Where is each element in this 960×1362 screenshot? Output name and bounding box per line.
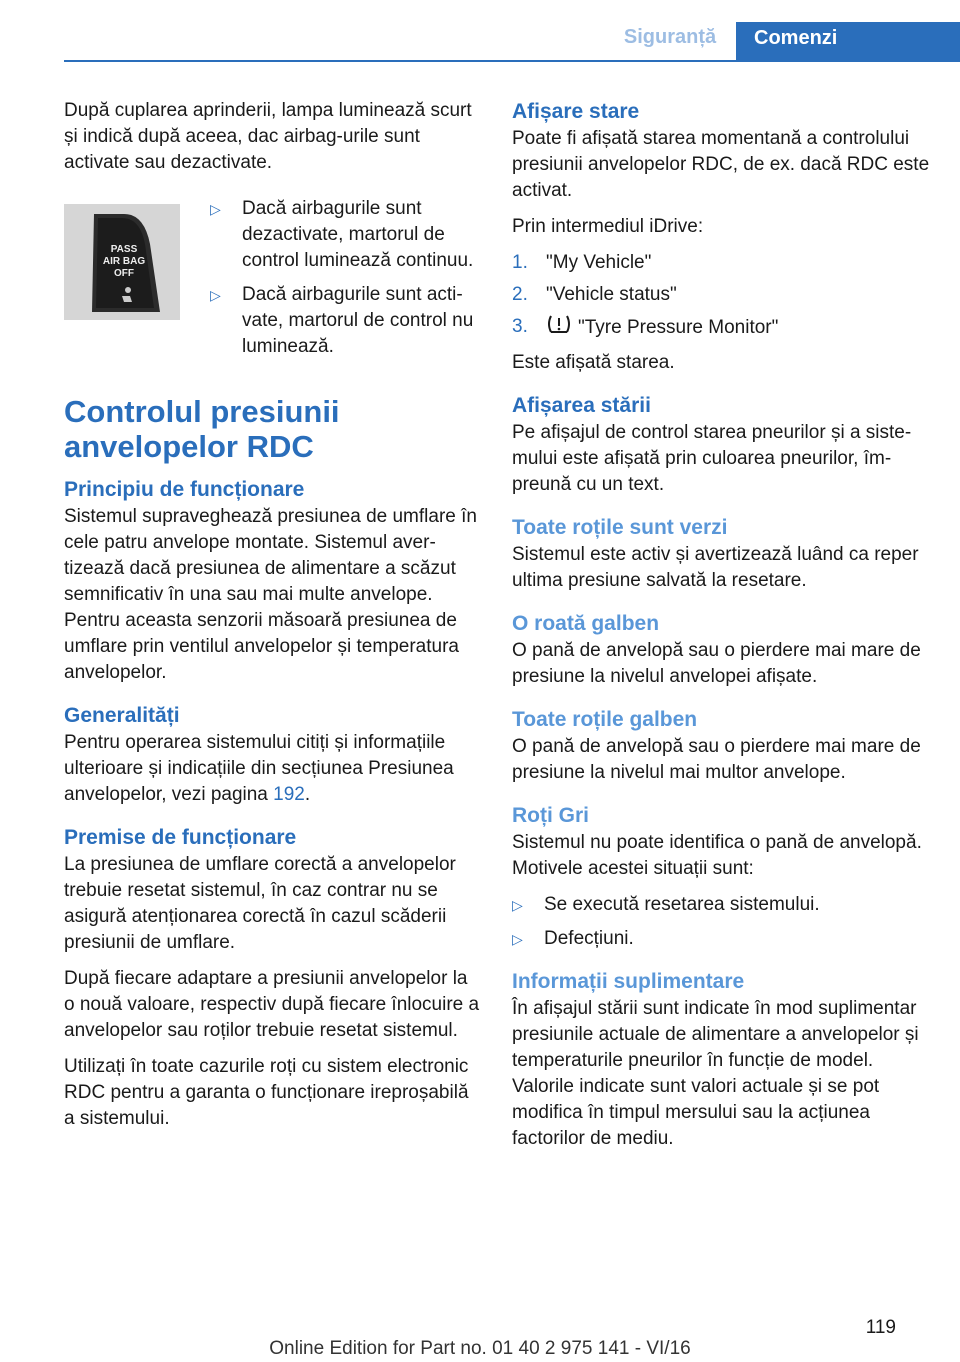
premise-text-2: După fiecare adaptare a presiunii anvelopelor la o nouă valoare, respectiv după fiecare înlocuire a anvelopelor sau roților trebuie resetat sistemul.: [64, 968, 480, 1041]
svg-text:AIR BAG: AIR BAG: [102, 256, 146, 267]
status-heading: Afișare stare: [512, 100, 640, 123]
page-header: [0, 0, 960, 62]
premise-text-1: La presiunea de umflare corectă a anvelopelor trebuie resetat sistemul, în caz contrar nu se asigură atenționarea corectă în cazul scăderii presiunii de umflare.: [64, 854, 456, 953]
status-shown-text: Este afișată starea.: [512, 352, 675, 373]
tab-comenzi[interactable]: [736, 22, 960, 62]
premise-section: [64, 824, 482, 1132]
principle-heading: Principiu de funcționare: [64, 478, 305, 501]
extra-info-text: În afișajul stării sunt indicate în mod suplimentar presiunile actuale de alimentare a anvelopelor și temperaturile pneurilor în funcție de model. Valorile indicate sunt valori actuale și se pot modifica în timpul mersului sau la acțiunea factorilor de mediu.: [512, 998, 919, 1149]
intro-text: După cuplarea aprinderii, lampa luminează scurt și indică după aceea, dac airbag-urile sunt activate sau dezactivate.: [64, 100, 472, 173]
green-section: [512, 514, 930, 594]
principle-text: Sistemul supraveghează presiunea de umflare în cele patru anvelope montate. Sistemul avertizează dacă presiunea de alimentare a scăzut semnificativ în una sau mai multe anvelope. Pentru aceasta senzorii măsoară presiunea de umflare prin ventilul anvelopelor și temperatura anvelopelor.: [64, 506, 477, 683]
premise-heading: Premise de funcționare: [64, 826, 297, 849]
triangle-bullet-icon: ▷: [210, 201, 221, 217]
grey-section: [512, 802, 930, 952]
passenger-airbag-off-lamp-image: [64, 204, 180, 320]
left-column: [64, 98, 482, 1148]
list-item: ▷ Defecțiuni.: [512, 926, 930, 952]
grey-text: Sistemul nu poate identifica o pană de anvelopă. Motivele acestei situații sunt:: [512, 832, 922, 879]
right-column: [512, 98, 930, 1168]
section-title-rdc: Controlul presiunii anvelopelor RDC: [64, 394, 340, 464]
header-rule: [64, 60, 960, 62]
triangle-bullet-icon: ▷: [512, 931, 523, 947]
tab-siguranta[interactable]: Siguranță: [623, 26, 717, 48]
all-yellow-heading: Toate roțile galben: [512, 708, 698, 731]
one-yellow-heading: O roată galben: [512, 612, 660, 635]
all-yellow-section: [512, 706, 930, 786]
list-item: 2. "Vehicle status": [512, 284, 677, 305]
airbag-bullets: [210, 196, 482, 368]
tyre-pressure-icon: [546, 314, 572, 342]
idrive-steps: [512, 250, 930, 342]
triangle-bullet-icon: ▷: [210, 287, 221, 303]
page-number: 119: [865, 1317, 896, 1338]
list-item: ▷ Se execută resetarea sistemului.: [512, 892, 930, 918]
general-section: [64, 702, 482, 808]
display-heading: Afișarea stării: [512, 394, 651, 417]
principle-section: [64, 476, 482, 686]
all-yellow-text: O pană de anvelopă sau o pierdere mai mare de presiune la nivelul mai multor anvelope.: [512, 736, 921, 783]
general-heading: Generalități: [64, 704, 180, 727]
display-section: [512, 392, 930, 498]
airbag-section: [64, 196, 482, 368]
green-text: Sistemul este activ și avertizează luând ca reper ultima presiune salvată la resetare.: [512, 544, 919, 591]
svg-text:OFF: OFF: [114, 268, 134, 279]
list-item: ▷ Dacă airbagurile sunt dezactivate, martorul de control luminează continuu.: [210, 198, 474, 271]
idrive-text: Prin intermediul iDrive:: [512, 216, 704, 237]
page-link[interactable]: 192: [273, 784, 305, 805]
airbag-lamp-icon: [64, 204, 180, 320]
one-yellow-section: [512, 610, 930, 690]
list-item: ▷ Dacă airbagurile sunt activate, martorul de control nu luminează.: [210, 284, 474, 357]
triangle-bullet-icon: ▷: [512, 897, 523, 913]
svg-text:PASS: PASS: [110, 244, 138, 255]
status-section: [512, 98, 930, 376]
green-heading: Toate roțile sunt verzi: [512, 516, 728, 539]
extra-info-section: [512, 968, 930, 1152]
footer-edition: Online Edition for Part no. 01 40 2 975 141 - VI/16: [269, 1338, 691, 1359]
extra-info-heading: Informații suplimentare: [512, 970, 745, 993]
premise-text-3: Utilizați în toate cazurile roți cu sistem electronic RDC pentru a garanta o funcționare ireproșabilă a sistemului.: [64, 1056, 469, 1129]
tab-comenzi-label: Comenzi: [754, 27, 838, 49]
general-text: Pentru operarea sistemului citiți și informațiile ulterioare și indicațiile din secțiunea Presiunea anvelopelor, vezi pagina 192.: [64, 732, 454, 805]
list-item: 1. "My Vehicle": [512, 252, 652, 273]
one-yellow-text: O pană de anvelopă sau o pierdere mai mare de presiune la nivelul anvelopei afișate.: [512, 640, 921, 687]
list-item: 3. "Tyre Pressure Monitor": [512, 314, 930, 342]
display-text: Pe afișajul de control starea pneurilor și a sistemului este afișată prin culoarea pneurilor, împreună cu un text.: [512, 422, 912, 495]
grey-heading: Roți Gri: [512, 804, 589, 827]
status-text: Poate fi afișată starea momentană a controlului presiunii anvelopelor RDC, de ex. dacă RDC este activat.: [512, 128, 930, 201]
